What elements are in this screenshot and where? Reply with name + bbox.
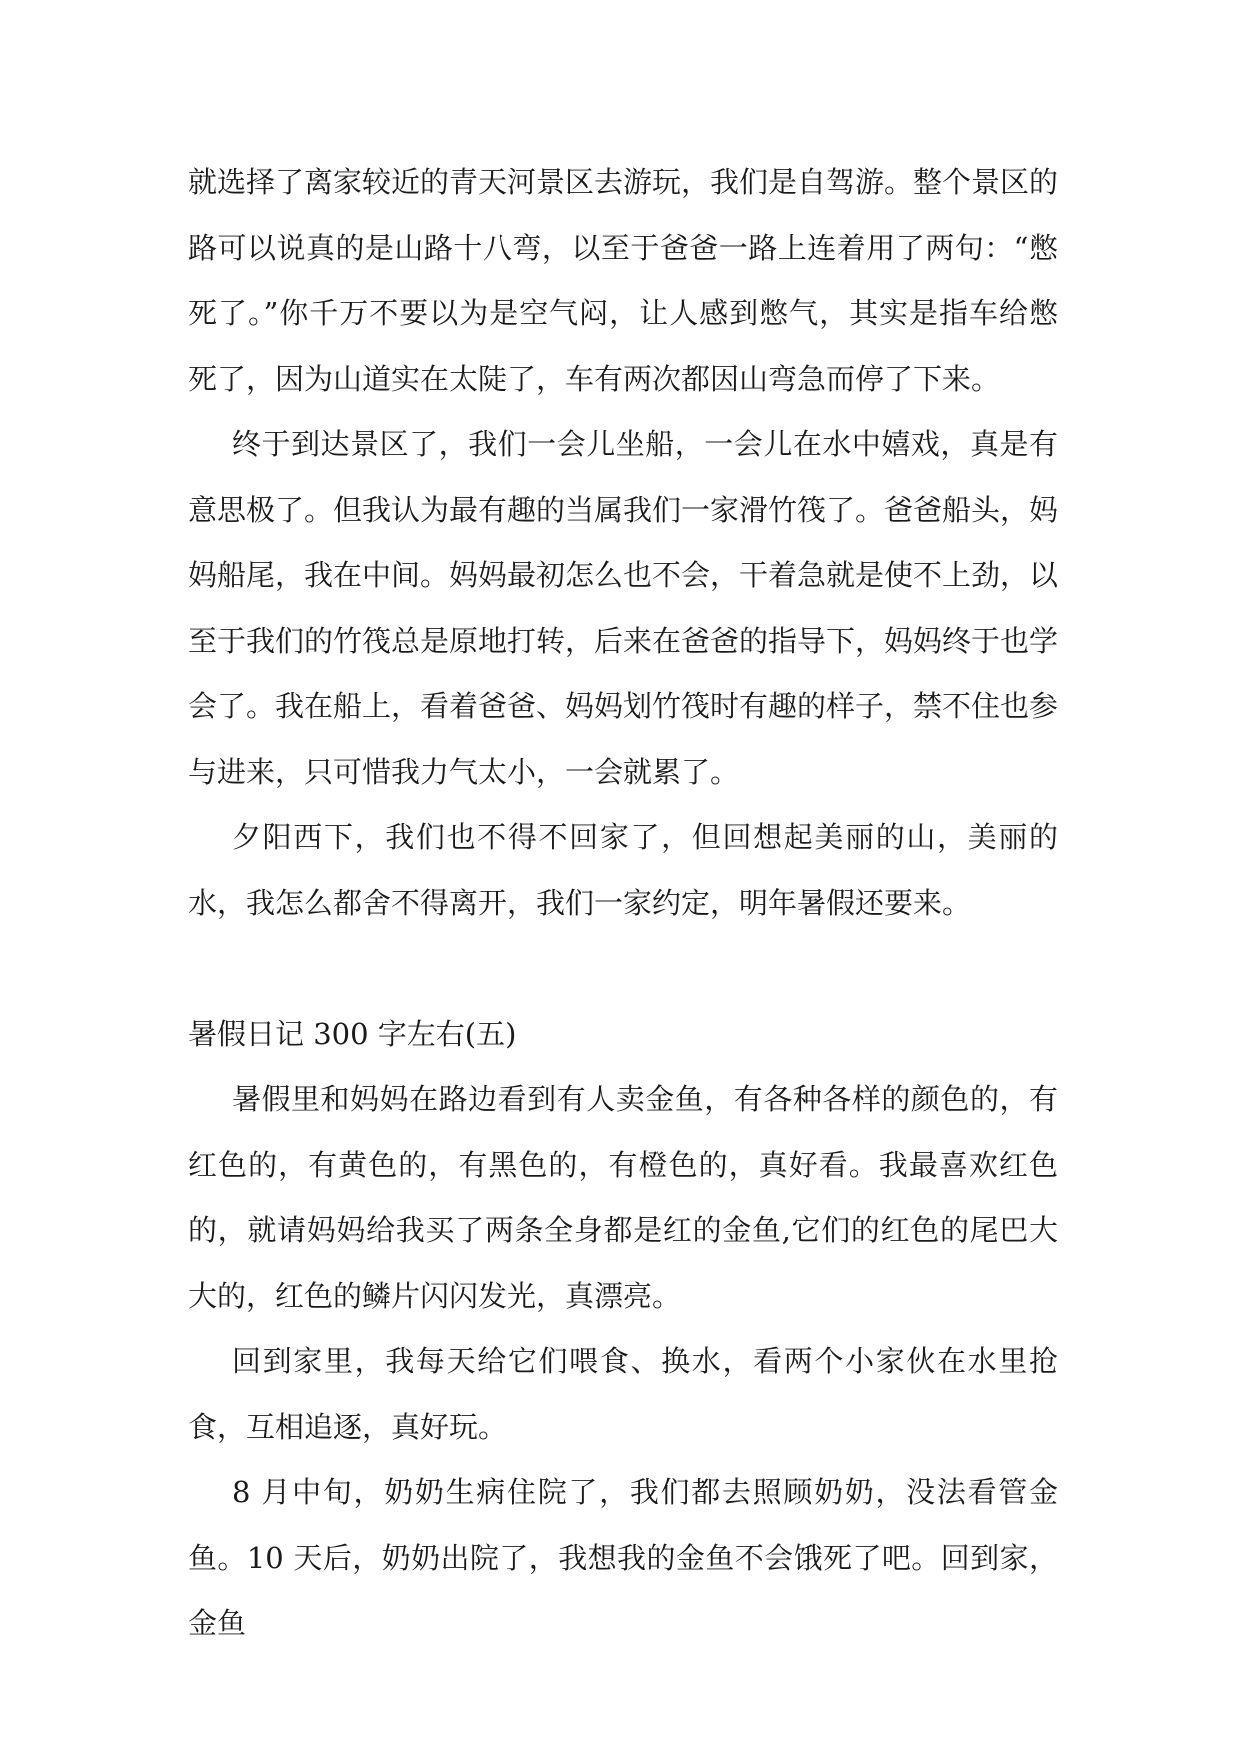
section-heading: 暑假日记 300 字左右(五) [188, 1016, 517, 1051]
document-body [188, 150, 1058, 1657]
paragraph: 夕阳西下，我们也不得不回家了，但回想起美丽的山，美丽的水，我怎么都舍不得离开，我们一家约定，明年暑假还要来。 [188, 820, 1058, 920]
paragraph: 终于到达景区了，我们一会儿坐船，一会儿在水中嬉戏，真是有意思极了。但我认为最有趣的当属我们一家滑竹筏了。爸爸船头，妈妈船尾，我在中间。妈妈最初怎么也不会，干着急就是使不上劲，以至于我们的竹筏总是原地打转，后来在爸爸的指导下，妈妈终于也学会了。我在船上，看着爸爸、妈妈划竹筏时有趣的样子，禁不住也参与进来，只可惜我力气太小，一会就累了。 [188, 427, 1059, 789]
paragraph: 就选择了离家较近的青天河景区去游玩，我们是自驾游。整个景区的路可以说真的是山路十八弯，以至于爸爸一路上连着用了两句：“憋死了。”你千万不要以为是空气闷，让人感到憋气，其实是指车给憋死了，因为山道实在太陡了，车有两次都因山弯急而停了下来。 [188, 165, 1059, 396]
paragraph: 暑假里和妈妈在路边看到有人卖金鱼，有各种各样的颜色的，有红色的，有黄色的，有黑色的，有橙色的，真好看。我最喜欢红色的，就请妈妈给我买了两条全身都是红的金鱼,它们的红色的尾巴大大的，红色的鳞片闪闪发光，真漂亮。 [188, 1082, 1058, 1313]
paragraph: 回到家里，我每天给它们喂食、换水，看两个小家伙在水里抢食，互相追逐，真好玩。 [188, 1344, 1058, 1444]
paragraph: 8 月中旬，奶奶生病住院了，我们都去照顾奶奶，没法看管金鱼。10 天后，奶奶出院了，我想我的金鱼不会饿死了吧。回到家，金鱼 [188, 1475, 1058, 1640]
